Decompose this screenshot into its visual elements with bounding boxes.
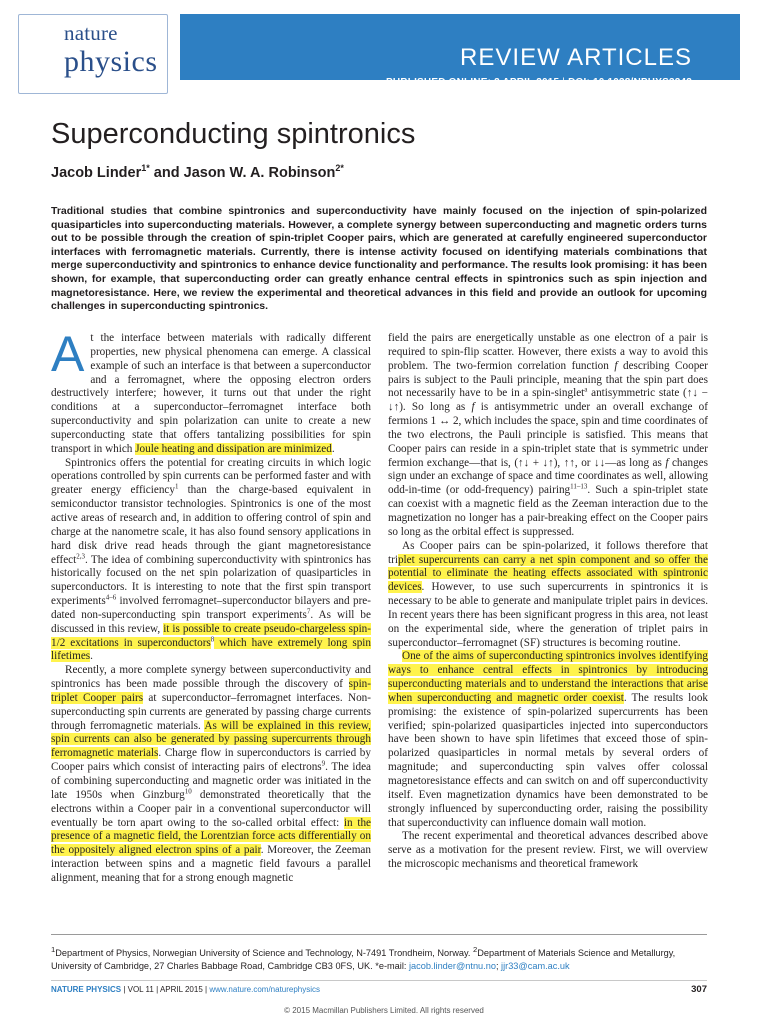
paragraph: Spintronics offers the potential for creating circuits in which logic operations controlled by spin currents can be performed faster and with greater energy efficiency$^1$ than the charge-based equivalent in semiconductor transistor technologies. Spintronics is one of the most active areas of research and, in addition to offering control of spin and charge at the nanometre scale, it has also found sensory applications in hard disk drive read heads through the giant magnetoresistance effect$^{2,3}$. The idea of combining superconductivity with spintronics has historically focused on the net spin polarization of quasiparticles in superconductors. It is interesting to note that the first spin transport experiments$^{4-6}$ involved ferromagnet–superconductor bilayers and pre-dated non-superconducting spin transport experiments$^7$. As will be discussed in this review, it is possible to create pseudo-chargeless spin-1/2 excitations in superconductors$^8$ which have extremely long spin lifetimes.: [51, 456, 371, 663]
journal-url-link[interactable]: www.nature.com/naturephysics: [209, 985, 321, 994]
paragraph: field the pairs are energetically unstable as one electron of a pair is required to spin-flip scatter. However, there exists a way to avoid this problem. The two-fermion correlation function f describing Cooper pairs is subject to the Pauli principle, meaning that the spin part does not necessarily have to be in a spin-singlet$^a$ antisymmetric state (↑↓ − ↓↑). So long as f is antisymmetric under an overall exchange of fermions 1 ↔ 2, which includes the space, spin and time coordinates of the two electrons, the Pauli principle is satisfied. This means that Cooper pairs can reside in a spin-triplet state that is symmetric under fermion exchange—that is, (↑↓ + ↓↑), ↑↑, or ↓↓—as long as f changes sign under an exchange of space and time coordinates as well, allowing odd-in-time (or odd-frequency) pairing$^{11-13}$. Such a spin-triplet state can coexist with a magnetic field as the Zeeman interaction due to the magnetization no longer has a pair-breaking effect on the Cooper pairs so long as the orbital effect is suppressed.: [388, 332, 709, 538]
footer-issue: | VOL 11 | APRIL 2015 |: [121, 985, 210, 994]
highlight: plet supercurrents can carry a net spin component and so offer the potential to eliminate the heating effects associated with spintronic devices: [388, 553, 708, 594]
body-column-left: [51, 326, 372, 886]
reference-mark[interactable]: 2,3: [76, 551, 86, 560]
paragraph: As Cooper pairs can be spin-polarized, it follows therefore that triplet supercurrents can carry a net spin component and so offer the potential to eliminate the heating effects associated with spintronic devices. However, to use such supercurrents in spintronics it is necessary to be able to generate and manipulate triplet pairs in devices. In recent years there has been significant progress in this area, not least on the experimental side, where the generation of triplet pairs in superconductor–ferromagnet (SF) structures is becoming routine.: [388, 539, 708, 649]
pub-separator: |: [559, 77, 569, 88]
affiliations-footnote: $^1$Department of Physics, Norwegian University of Science and Technology, N-7491 Trondheim, Norway. $^2$Department of Materials Science and Metallurgy, University of Cambridge, 27 Charles Babbage Road, Cambridge CB3 0FS, UK. *e-mail: jacob.linder@ntnu.no; jjr33@cam.ac.uk: [51, 945, 676, 972]
page-number: 307: [691, 984, 707, 995]
highlight: spin-triplet Cooper pairs: [51, 678, 371, 704]
email-link[interactable]: jacob.linder@ntnu.no: [408, 961, 496, 972]
journal-logo[interactable]: [18, 14, 168, 94]
reference-mark[interactable]: 4–6: [105, 593, 117, 602]
reference-mark[interactable]: 9: [321, 759, 326, 768]
doi-link[interactable]: DOI: 10.1038/NPHYS3242: [568, 77, 692, 88]
reference-mark[interactable]: 11–13: [570, 482, 588, 491]
paragraph: The recent experimental and theoretical advances described above serve as a motivation for the present review. First, we will overview the microscopic mechanisms and theoretical framework: [388, 830, 708, 871]
email-link[interactable]: jjr33@cam.ac.uk: [501, 961, 570, 972]
footer-journal: NATURE PHYSICS: [51, 985, 122, 994]
author-separator: and: [149, 164, 184, 181]
affiliation-mark: 2*: [335, 163, 344, 173]
reference-mark[interactable]: 8: [210, 634, 215, 643]
publication-line: [386, 77, 692, 88]
paragraph: Recently, a more complete synergy between superconductivity and spintronics has been made possible through the discovery of spin-triplet Cooper pairs at superconductor–ferromagnet interfaces. Non-superconducting spin currents are generated by passing charge currents through ferromagnetic materials. As will be explained in this review, spin currents can also be generated by passing supercurrents through ferromagnetic materials. Charge flow in superconductors is carried by Cooper pairs which consist of interacting pairs of electrons$^9$. The idea of combining superconducting and magnetic order was initiated in the late 1950s when Ginzburg$^{10}$ demonstrated theoretically that the electrons within a Cooper pair in a conventional superconductor will eventually be torn apart owing to the so-called orbital effect: in the presence of a magnetic field, the Lorentzian force acts differentially on the oppositely aligned electron spins of a pair. Moreover, the Zeeman interaction between spins and a magnetic field favours a parallel alignment, meaning that for a strong enough magnetic: [51, 664, 372, 884]
reference-mark[interactable]: a: [584, 385, 588, 394]
footnote-divider: [51, 934, 707, 935]
highlight: in the presence of a magnetic field, the Lorentzian force acts differentially on the oppositely aligned electron spins of a pair: [51, 816, 372, 857]
author-name[interactable]: Jacob Linder: [51, 164, 142, 181]
body-column-right: [388, 332, 708, 872]
footer-citation: [51, 985, 320, 994]
logo-physics-text: physics: [64, 45, 158, 78]
highlight: As will be explained in this review, spin currents can also be generated by passing supercurrents through ferromagnetic materials: [51, 719, 371, 760]
highlight: it is possible to create pseudo-chargeless spin-1/2 excitations in superconductors: [51, 622, 371, 649]
copyright-notice: © 2015 Macmillan Publishers Limited. All rights reserved: [284, 1006, 484, 1015]
footer-divider: [51, 980, 707, 981]
article-title: Superconducting spintronics: [51, 118, 416, 150]
affiliation-mark: 1*: [141, 163, 150, 173]
highlight: One of the aims of superconducting spintronics involves identifying ways to enhance central effects in spintronics by introducing superconducting materials and to understand the interactions that arise when superconducting and magnetic order coexist: [388, 650, 708, 704]
author-name[interactable]: Jason W. A. Robinson: [183, 164, 336, 181]
header-band: [180, 14, 740, 88]
paragraph: At the interface between materials with radically different properties, new physical phenomena can emerge. A classical example of such an interface is that between a superconductor and a ferromagnet, where the opposing electron orders destructively interfere; however, it turns out that under the right conditions at a superconductor–ferromagnet interface both superconductivity and spin polarization can unite to create a new superconducting state that offers tantalizing possibilities for spin transport in which Joule heating and dissipation are minimized.: [51, 326, 371, 455]
highlight: Joule heating and dissipation are minimized: [135, 442, 332, 455]
drop-cap: A: [51, 326, 85, 382]
paragraph: One of the aims of superconducting spintronics involves identifying ways to enhance central effects in spintronics by introducing superconducting materials and to understand the interactions that arise when superconducting and magnetic order coexist. The results look promising: the existence of spin-polarized supercurrents has been verified; spin-polarized quasiparticles injected into superconductors have been shown to have spin lifetimes that exceed those of spin-polarized quasiparticles in normal metals by several orders of magnitude; and superconducting spin valves offer colossal magnetoresistance effects and can switch on and off superconductivity itself. Even magnetization dynamics have been demonstrated to be strongly influenced by superconducting order, raising the possibility that superconductivity can influence domain wall motion.: [388, 650, 709, 829]
author-list: [51, 163, 344, 181]
logo-nature-text: nature: [64, 21, 118, 45]
highlight: which have extremely long spin lifetimes: [51, 636, 371, 663]
published-date: PUBLISHED ONLINE: 2 APRIL 2015: [386, 77, 560, 88]
reference-mark[interactable]: 10: [184, 787, 192, 796]
reference-mark[interactable]: 7: [306, 607, 311, 616]
section-title: REVIEW ARTICLES: [460, 44, 692, 71]
reference-mark[interactable]: 1: [174, 482, 179, 491]
abstract: Traditional studies that combine spintronics and superconductivity have mainly focused on the injection of spin-polarized quasiparticles into superconducting materials. However, a complete synergy between superconducting and magnetic orders turns out to be possible through the creation of spin-triplet Cooper pairs, which are generated at carefully engineered superconductor interfaces with ferromagnetic materials. Currently, there is intense activity focused on identifying materials combinations that merge superconductivity and spintronics to enhance device functionality and performance. The results look promising: it has been shown, for example, that superconducting order can greatly enhance central effects in spintronics such as spin injection and magnetoresistance. Here, we review the experimental and theoretical advances in this field and provide an outlook for upcoming challenges in superconducting spintronics.: [51, 205, 707, 313]
